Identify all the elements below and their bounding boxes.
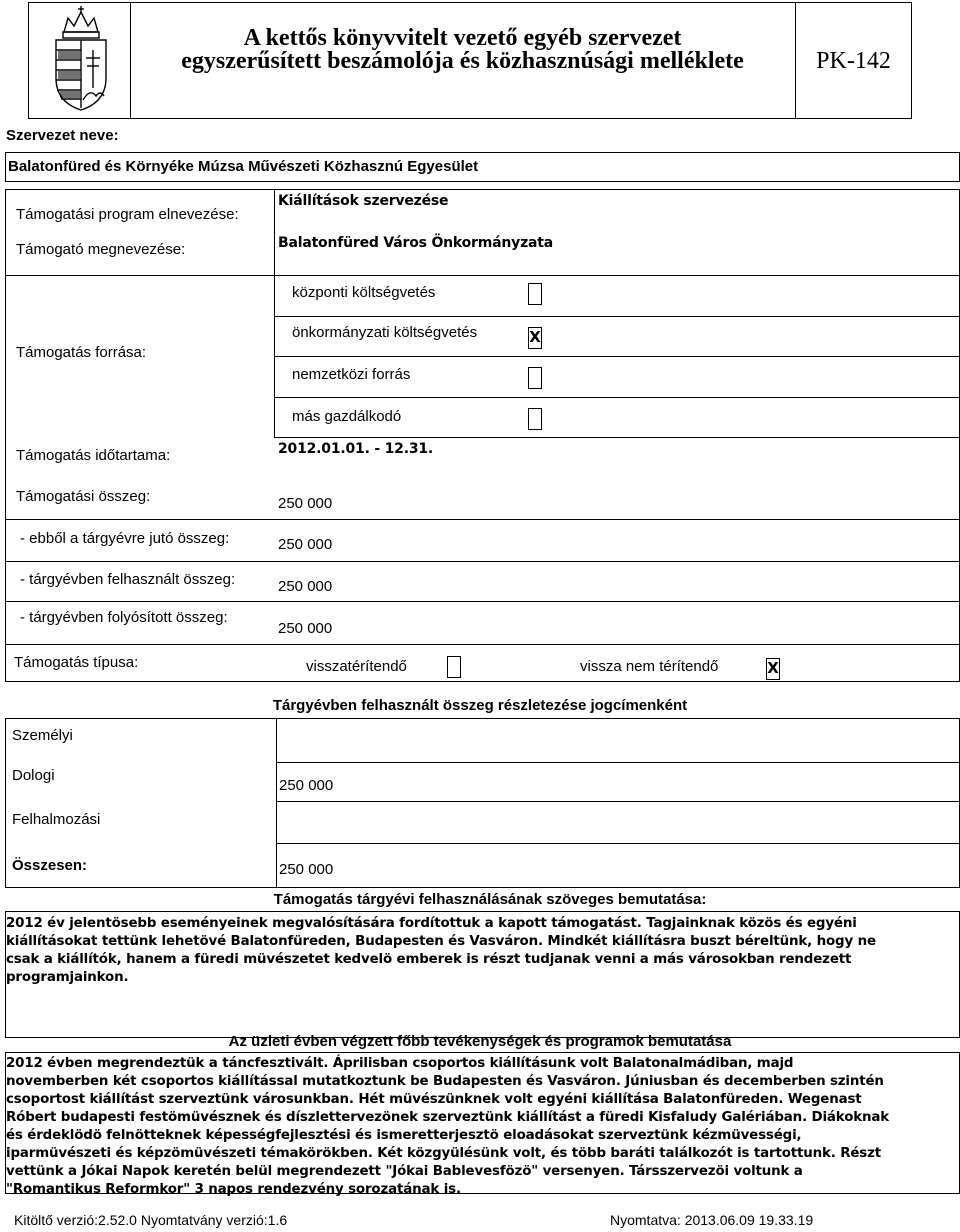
usage-text [6, 915, 876, 987]
material-costs-label: Dologi [12, 767, 55, 784]
org-name-value: Balatonfüred és Környéke Múzsa Művészeti Közhasznú Egyesület [8, 158, 479, 175]
grant-type-nonrefundable-checkbox[interactable]: X [766, 658, 780, 680]
breakdown-row-line-2 [276, 801, 960, 802]
breakdown-row-line-1 [276, 762, 960, 763]
activities-line-2: novemberben két csoportos kiállítással mutatkoztunk be Budapesten és Vasváron. Júniusban és decemberben szintén [6, 1074, 884, 1089]
source-option-international: nemzetközi forrás [292, 366, 411, 383]
total-label: Összesen: [12, 857, 88, 874]
breakdown-column-divider [276, 718, 277, 888]
activities-line-1: 2012 évben megrendeztük a táncfesztivált. Áprilisban csoportos kiállításunk volt Balatonalmádiban, majd [6, 1056, 794, 1071]
used-amount-label: - tárgyévben felhasznált összeg: [20, 571, 236, 588]
used-amount-value: 250 000 [278, 578, 333, 595]
usage-line-3: csak a kiállítók, hanem a füredi müvészetet kedvelö emberek is részt tudjanak venni a más városokban rendezett [6, 952, 852, 967]
form-code: PK-142 [816, 48, 891, 74]
org-name-label: Szervezet neve: [6, 127, 119, 144]
grant-amount-value: 250 000 [278, 495, 333, 512]
investment-costs-label: Felhalmozási [12, 811, 101, 828]
program-name-label: Támogatási program elnevezése: [16, 206, 239, 223]
total-value: 250 000 [279, 861, 334, 878]
activities-line-3: csoportost kiállítást szerveztünk városunkban. Hét müvészünknek volt egyéni kiállítása Balatonfüreden. Wegenast [6, 1092, 862, 1107]
form-title-line1: A kettős könyvvitelt vezető egyéb szervezet [243, 25, 682, 51]
amount-row-line-2 [5, 561, 960, 562]
amount-row-line-3 [5, 601, 960, 602]
breakdown-row-line-3 [276, 843, 960, 844]
coat-of-arms-emblem [50, 6, 112, 112]
activities-line-6: iparmüvészeti és képzömüvészeti témakörökben. Két közgyülésünk volt, és több baráti találkozót is tartottunk. Részt [6, 1146, 882, 1161]
grant-source-label: Támogatás forrása: [16, 344, 147, 361]
paid-amount-value: 250 000 [278, 620, 333, 637]
grant-type-label: Támogatás típusa: [14, 654, 139, 671]
paid-amount-label: - tárgyévben folyósított összeg: [20, 609, 228, 626]
grant-type-nonrefundable-label: vissza nem térítendő [580, 658, 719, 675]
form-title-line2: egyszerűsített beszámolója és közhasznúsági melléklete [181, 48, 744, 74]
source-checkbox-international[interactable] [528, 367, 542, 389]
grant-row-divider [5, 275, 960, 276]
footer-version: Kitöltő verzió:2.52.0 Nyomtatvány verzió:1.6 [14, 1212, 288, 1228]
grant-type-refundable-label: visszatérítendő [306, 658, 407, 675]
program-name-value: Kiállítások szervezése [278, 193, 449, 209]
grantor-label: Támogató megnevezése: [16, 241, 186, 258]
personal-costs-label: Személyi [12, 727, 73, 744]
amount-row-line-4 [5, 644, 960, 645]
usage-line-2: kiállításokat tettünk lehetövé Balatonfüreden, Budapesten és Vasváron. Mindkét kiállításra buszt béreltünk, hogy ne [6, 934, 876, 949]
footer-printed: Nyomtatva: 2013.06.09 19.33.19 [610, 1212, 814, 1228]
grant-duration-value: 2012.01.01. - 12.31. [278, 441, 434, 457]
source-checkbox-local-budget[interactable]: X [528, 327, 542, 349]
grantor-value: Balatonfüred Város Önkormányzata [278, 235, 554, 251]
source-row-line-4 [274, 437, 960, 438]
breakdown-heading: Tárgyévben felhasznált összeg részletezése jogcímenként [272, 697, 688, 714]
source-option-other-business: más gazdálkodó [292, 408, 402, 425]
grant-amount-label: Támogatási összeg: [16, 488, 151, 505]
activities-line-7: vettünk a Jókai Napok keretén belül megrendezett "Jókai Bablevesfözö" versenyen. Társszervezöi voltunk a [6, 1164, 803, 1179]
activities-text [6, 1055, 889, 1199]
material-costs-value: 250 000 [279, 777, 334, 794]
breakdown-table-frame [5, 718, 960, 888]
activities-heading: Az üzleti évben végzett főbb tevékenységek és programok bemutatása [228, 1033, 732, 1050]
year-amount-label: - ebből a tárgyévre jutó összeg: [20, 530, 230, 547]
grant-type-refundable-checkbox[interactable] [447, 656, 461, 678]
source-row-line-2 [274, 356, 960, 357]
usage-line-4: programjainkon. [6, 970, 129, 985]
usage-line-1: 2012 év jelentösebb eseményeinek megvalósítására fordítottuk a kapott támogatást. Tagjainknak közös és egyéni [6, 916, 857, 931]
activities-line-4: Róbert budapesti festömüvésznek és díszlettervezönek szerveztünk kiállítást a füredi Kisfaludy Galériában. Diákoknak [6, 1110, 890, 1125]
activities-line-5: és érdeklödö felnötteknek képességfejlesztési és ismeretterjesztö eloadásokat szerveztünk kézmüvességi, [6, 1128, 802, 1143]
grant-table-column-divider [274, 189, 275, 275]
source-row-line-1 [274, 316, 960, 317]
amount-row-line-1 [5, 519, 960, 520]
usage-heading: Támogatás tárgyévi felhasználásának szöveges bemutatása: [273, 891, 707, 908]
source-checkbox-central-budget[interactable] [528, 283, 542, 305]
source-checkbox-other-business[interactable] [528, 408, 542, 430]
source-row-line-3 [274, 397, 960, 398]
source-option-central-budget: központi költségvetés [292, 284, 436, 301]
year-amount-value: 250 000 [278, 536, 333, 553]
source-option-local-budget: önkormányzati költségvetés [292, 324, 478, 341]
activities-line-8: "Romantikus Reformkor" 3 napos rendezvény sorozatának is. [6, 1182, 461, 1197]
grant-duration-label: Támogatás időtartama: [16, 447, 171, 464]
